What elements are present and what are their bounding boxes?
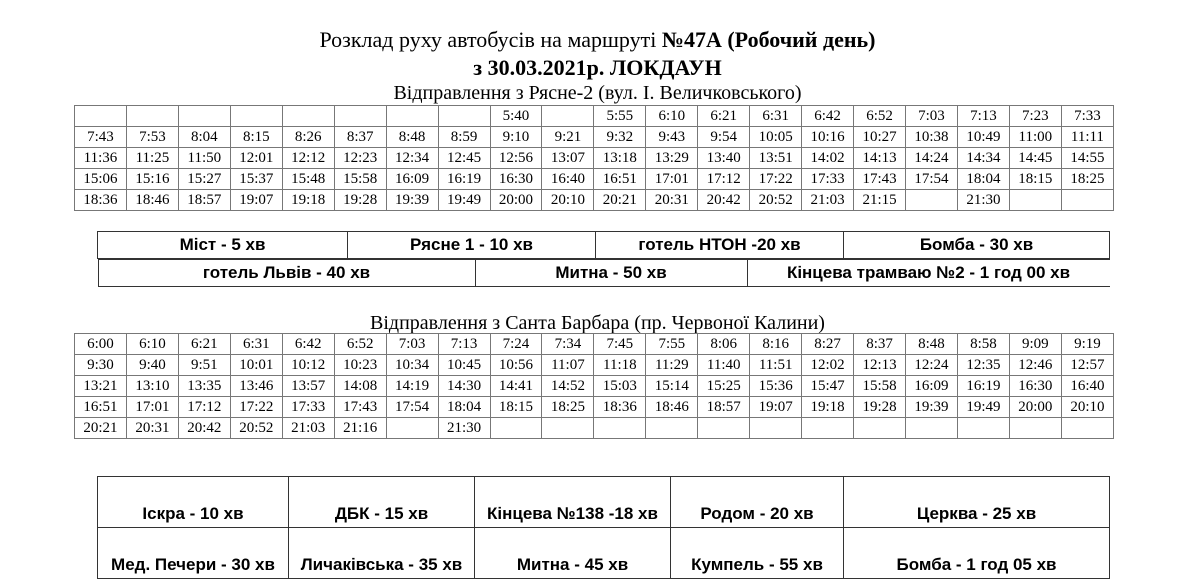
departure-time-cell: 10:49 <box>957 127 1009 148</box>
departure-time-cell: 17:01 <box>126 397 178 418</box>
departure-time-cell: 13:21 <box>75 376 127 397</box>
departure-time-cell <box>594 418 646 439</box>
departure-time-cell: 20:52 <box>230 418 282 439</box>
departure-time-cell: 17:22 <box>750 169 802 190</box>
departure-time-cell: 10:16 <box>802 127 854 148</box>
stop-cell: Рясне 1 - 10 хв <box>348 232 596 259</box>
departure-time-cell <box>906 190 958 211</box>
departure-time-cell: 18:25 <box>542 397 594 418</box>
departure-time-cell: 16:51 <box>75 397 127 418</box>
departure-time-cell: 15:14 <box>646 376 698 397</box>
departure-time-cell: 7:24 <box>490 334 542 355</box>
departure-time-cell <box>698 418 750 439</box>
departure-time-cell: 8:48 <box>386 127 438 148</box>
departure-time-cell: 7:55 <box>646 334 698 355</box>
departure-time-cell: 14:34 <box>957 148 1009 169</box>
departure-time-cell: 13:18 <box>594 148 646 169</box>
departure-time-cell: 8:15 <box>230 127 282 148</box>
departure-time-cell: 12:35 <box>957 355 1009 376</box>
departure-time-cell: 19:07 <box>750 397 802 418</box>
departure-time-cell: 19:18 <box>282 190 334 211</box>
stops-row <box>98 528 1110 579</box>
departure-time-cell: 19:07 <box>230 190 282 211</box>
departure-time-cell <box>1061 190 1113 211</box>
departure-time-cell: 17:54 <box>386 397 438 418</box>
departure-time-cell: 11:40 <box>698 355 750 376</box>
departure-time-cell <box>178 106 230 127</box>
departure-time-cell: 16:09 <box>386 169 438 190</box>
departure-time-cell: 12:12 <box>282 148 334 169</box>
departure-time-cell: 18:15 <box>1009 169 1061 190</box>
departure-time-cell: 20:31 <box>646 190 698 211</box>
departure-time-cell: 17:33 <box>282 397 334 418</box>
stop-cell: Бомба - 1 год 05 хв <box>844 528 1110 579</box>
stop-cell: Бомба - 30 хв <box>844 232 1110 259</box>
departure-time-cell: 14:30 <box>438 376 490 397</box>
stop-cell: Міст - 5 хв <box>98 232 348 259</box>
departure-time-cell: 6:42 <box>282 334 334 355</box>
departure-time-cell: 20:21 <box>594 190 646 211</box>
departure-time-cell: 7:53 <box>126 127 178 148</box>
departure-time-cell: 7:45 <box>594 334 646 355</box>
departure-time-cell: 17:12 <box>178 397 230 418</box>
departure-time-cell: 6:52 <box>334 334 386 355</box>
departure-time-cell <box>282 106 334 127</box>
route-number: №47А (Робочий день) <box>661 27 876 52</box>
departure-time-cell: 14:24 <box>906 148 958 169</box>
departure-time-cell: 18:57 <box>178 190 230 211</box>
effective-date: з 30.03.2021р. ЛОКДАУН <box>473 55 722 80</box>
departure-time-cell: 6:42 <box>802 106 854 127</box>
timetable-row <box>75 169 1114 190</box>
departure-time-cell <box>802 418 854 439</box>
departure-time-cell: 20:10 <box>1061 397 1113 418</box>
timetable-row <box>75 418 1114 439</box>
departure-time-cell: 19:28 <box>334 190 386 211</box>
departure-time-cell: 18:15 <box>490 397 542 418</box>
departure-time-cell: 15:36 <box>750 376 802 397</box>
timetable-row <box>75 148 1114 169</box>
departure-time-cell: 11:51 <box>750 355 802 376</box>
stops-row <box>98 477 1110 528</box>
timetable-row <box>75 355 1114 376</box>
timetable-row <box>75 334 1114 355</box>
section-title-santa-barbara: Відправлення з Санта Барбара (пр. Червоної Калини) <box>370 312 825 334</box>
stop-cell: Церква - 25 хв <box>844 477 1110 528</box>
departure-time-cell: 20:42 <box>178 418 230 439</box>
departure-time-cell <box>542 418 594 439</box>
departure-time-cell: 15:48 <box>282 169 334 190</box>
departure-time-cell <box>386 418 438 439</box>
departure-time-cell: 7:03 <box>906 106 958 127</box>
departure-time-cell <box>438 106 490 127</box>
stop-cell: Кінцева трамваю №2 - 1 год 00 хв <box>747 260 1110 287</box>
departure-time-cell: 10:01 <box>230 355 282 376</box>
departure-time-cell: 13:40 <box>698 148 750 169</box>
departure-time-cell: 10:34 <box>386 355 438 376</box>
timetable-row <box>75 106 1114 127</box>
departure-time-cell: 20:00 <box>1009 397 1061 418</box>
departure-time-cell: 6:10 <box>126 334 178 355</box>
departure-time-cell: 12:45 <box>438 148 490 169</box>
departure-time-cell: 14:52 <box>542 376 594 397</box>
departure-time-cell: 5:40 <box>490 106 542 127</box>
departure-time-cell: 11:25 <box>126 148 178 169</box>
departure-time-cell: 17:22 <box>230 397 282 418</box>
departure-time-cell: 12:02 <box>802 355 854 376</box>
departure-time-cell: 12:13 <box>854 355 906 376</box>
departure-time-cell: 19:39 <box>386 190 438 211</box>
departure-time-cell: 17:12 <box>698 169 750 190</box>
departure-time-cell <box>542 106 594 127</box>
departure-time-cell: 6:00 <box>75 334 127 355</box>
stops-table-santa-barbara <box>97 476 1110 579</box>
route-title-prefix: Розклад руху автобусів на маршруті <box>319 27 657 52</box>
timetable-row <box>75 376 1114 397</box>
departure-time-cell: 9:09 <box>1009 334 1061 355</box>
stop-cell: Мед. Печери - 30 хв <box>98 528 289 579</box>
departure-time-cell: 7:43 <box>75 127 127 148</box>
timetable-row <box>75 397 1114 418</box>
departure-time-cell: 9:19 <box>1061 334 1113 355</box>
timetable-santa-barbara <box>74 333 1114 439</box>
departure-time-cell: 16:09 <box>906 376 958 397</box>
departure-time-cell: 13:35 <box>178 376 230 397</box>
departure-time-cell: 6:10 <box>646 106 698 127</box>
departure-time-cell: 13:07 <box>542 148 594 169</box>
departure-time-cell: 20:10 <box>542 190 594 211</box>
departure-time-cell: 13:10 <box>126 376 178 397</box>
departure-time-cell <box>906 418 958 439</box>
departure-time-cell: 9:21 <box>542 127 594 148</box>
departure-time-cell <box>1009 190 1061 211</box>
departure-time-cell: 17:01 <box>646 169 698 190</box>
departure-time-cell <box>1061 418 1113 439</box>
departure-time-cell: 6:31 <box>230 334 282 355</box>
departure-time-cell: 12:01 <box>230 148 282 169</box>
departure-time-cell: 11:29 <box>646 355 698 376</box>
departure-time-cell: 8:48 <box>906 334 958 355</box>
departure-time-cell: 12:46 <box>1009 355 1061 376</box>
departure-time-cell: 5:55 <box>594 106 646 127</box>
departure-time-cell: 21:03 <box>802 190 854 211</box>
departure-time-cell: 14:02 <box>802 148 854 169</box>
departure-time-cell: 13:57 <box>282 376 334 397</box>
departure-time-cell: 9:51 <box>178 355 230 376</box>
departure-time-cell: 8:26 <box>282 127 334 148</box>
departure-time-cell: 11:18 <box>594 355 646 376</box>
timetable-row <box>75 127 1114 148</box>
section-title-ryasne: Відправлення з Рясне-2 (вул. І. Величковського) <box>393 82 802 104</box>
departure-time-cell: 7:23 <box>1009 106 1061 127</box>
stop-cell: готель Львів - 40 хв <box>98 260 475 287</box>
departure-time-cell: 21:16 <box>334 418 386 439</box>
stop-cell: Кінцева №138 -18 хв <box>475 477 671 528</box>
departure-time-cell: 14:19 <box>386 376 438 397</box>
departure-time-cell: 16:19 <box>438 169 490 190</box>
timetable-ryasne <box>74 105 1114 211</box>
stop-cell: ДБК - 15 хв <box>289 477 475 528</box>
departure-time-cell: 9:54 <box>698 127 750 148</box>
departure-time-cell: 15:06 <box>75 169 127 190</box>
departure-time-cell: 8:59 <box>438 127 490 148</box>
departure-time-cell: 18:36 <box>594 397 646 418</box>
departure-time-cell: 18:04 <box>957 169 1009 190</box>
departure-time-cell <box>334 106 386 127</box>
departure-time-cell <box>386 106 438 127</box>
stop-cell: Іскра - 10 хв <box>98 477 289 528</box>
departure-time-cell: 10:05 <box>750 127 802 148</box>
departure-time-cell: 10:12 <box>282 355 334 376</box>
departure-time-cell: 8:06 <box>698 334 750 355</box>
departure-time-cell: 12:56 <box>490 148 542 169</box>
departure-time-cell: 8:27 <box>802 334 854 355</box>
departure-time-cell: 11:00 <box>1009 127 1061 148</box>
departure-time-cell: 11:11 <box>1061 127 1113 148</box>
departure-time-cell: 6:52 <box>854 106 906 127</box>
departure-time-cell: 16:30 <box>1009 376 1061 397</box>
stop-cell: Личаківська - 35 хв <box>289 528 475 579</box>
departure-time-cell: 19:18 <box>802 397 854 418</box>
departure-time-cell: 8:37 <box>854 334 906 355</box>
departure-time-cell <box>230 106 282 127</box>
departure-time-cell: 14:13 <box>854 148 906 169</box>
departure-time-cell: 10:56 <box>490 355 542 376</box>
stop-cell: Митна - 45 хв <box>475 528 671 579</box>
departure-time-cell: 8:16 <box>750 334 802 355</box>
departure-time-cell: 6:21 <box>178 334 230 355</box>
timetable-row <box>75 190 1114 211</box>
departure-time-cell: 20:21 <box>75 418 127 439</box>
departure-time-cell: 9:40 <box>126 355 178 376</box>
stops-row <box>98 232 1110 259</box>
departure-time-cell: 14:08 <box>334 376 386 397</box>
departure-time-cell: 15:03 <box>594 376 646 397</box>
departure-time-cell <box>490 418 542 439</box>
departure-time-cell <box>854 418 906 439</box>
departure-time-cell: 15:37 <box>230 169 282 190</box>
departure-time-cell: 20:00 <box>490 190 542 211</box>
departure-time-cell: 7:03 <box>386 334 438 355</box>
stop-cell: готель НТОН -20 хв <box>596 232 844 259</box>
departure-time-cell: 12:24 <box>906 355 958 376</box>
departure-time-cell: 16:40 <box>1061 376 1113 397</box>
stops-row <box>98 259 1110 288</box>
stop-cell: Родом - 20 хв <box>671 477 844 528</box>
departure-time-cell: 11:50 <box>178 148 230 169</box>
departure-time-cell: 21:15 <box>854 190 906 211</box>
departure-time-cell: 13:46 <box>230 376 282 397</box>
departure-time-cell: 18:57 <box>698 397 750 418</box>
departure-time-cell: 6:31 <box>750 106 802 127</box>
departure-time-cell: 8:04 <box>178 127 230 148</box>
departure-time-cell: 10:27 <box>854 127 906 148</box>
departure-time-cell: 20:31 <box>126 418 178 439</box>
departure-time-cell: 8:58 <box>957 334 1009 355</box>
departure-time-cell: 16:30 <box>490 169 542 190</box>
departure-time-cell: 14:41 <box>490 376 542 397</box>
departure-time-cell: 10:38 <box>906 127 958 148</box>
departure-time-cell <box>750 418 802 439</box>
departure-time-cell: 16:19 <box>957 376 1009 397</box>
departure-time-cell: 15:47 <box>802 376 854 397</box>
departure-time-cell: 12:57 <box>1061 355 1113 376</box>
departure-time-cell: 17:33 <box>802 169 854 190</box>
departure-time-cell: 12:34 <box>386 148 438 169</box>
departure-time-cell: 6:21 <box>698 106 750 127</box>
departure-time-cell: 15:58 <box>334 169 386 190</box>
departure-time-cell: 8:37 <box>334 127 386 148</box>
departure-time-cell: 15:58 <box>854 376 906 397</box>
departure-time-cell: 9:30 <box>75 355 127 376</box>
departure-time-cell: 18:46 <box>126 190 178 211</box>
departure-time-cell: 17:54 <box>906 169 958 190</box>
departure-time-cell: 21:03 <box>282 418 334 439</box>
departure-time-cell: 17:43 <box>854 169 906 190</box>
departure-time-cell: 18:46 <box>646 397 698 418</box>
departure-time-cell: 19:39 <box>906 397 958 418</box>
departure-time-cell: 9:43 <box>646 127 698 148</box>
stops-table-ryasne <box>97 231 1110 287</box>
departure-time-cell: 20:52 <box>750 190 802 211</box>
departure-time-cell: 7:13 <box>957 106 1009 127</box>
departure-time-cell: 14:45 <box>1009 148 1061 169</box>
departure-time-cell: 18:36 <box>75 190 127 211</box>
route-title <box>0 27 1195 53</box>
departure-time-cell: 11:36 <box>75 148 127 169</box>
departure-time-cell: 13:51 <box>750 148 802 169</box>
departure-time-cell: 16:51 <box>594 169 646 190</box>
departure-time-cell: 18:25 <box>1061 169 1113 190</box>
departure-time-cell: 7:13 <box>438 334 490 355</box>
departure-time-cell: 19:49 <box>957 397 1009 418</box>
departure-time-cell: 19:28 <box>854 397 906 418</box>
departure-time-cell <box>126 106 178 127</box>
departure-time-cell: 10:23 <box>334 355 386 376</box>
departure-time-cell: 21:30 <box>438 418 490 439</box>
stop-cell: Митна - 50 хв <box>475 260 747 287</box>
departure-time-cell: 15:16 <box>126 169 178 190</box>
departure-time-cell: 14:55 <box>1061 148 1113 169</box>
departure-time-cell <box>1009 418 1061 439</box>
departure-time-cell: 9:32 <box>594 127 646 148</box>
departure-time-cell <box>75 106 127 127</box>
stop-cell: Кумпель - 55 хв <box>671 528 844 579</box>
departure-time-cell <box>646 418 698 439</box>
departure-time-cell: 21:30 <box>957 190 1009 211</box>
departure-time-cell: 20:42 <box>698 190 750 211</box>
departure-time-cell: 7:33 <box>1061 106 1113 127</box>
departure-time-cell: 19:49 <box>438 190 490 211</box>
departure-time-cell: 9:10 <box>490 127 542 148</box>
departure-time-cell: 10:45 <box>438 355 490 376</box>
departure-time-cell: 15:27 <box>178 169 230 190</box>
departure-time-cell: 17:43 <box>334 397 386 418</box>
departure-time-cell <box>957 418 1009 439</box>
departure-time-cell: 7:34 <box>542 334 594 355</box>
departure-time-cell: 18:04 <box>438 397 490 418</box>
departure-time-cell: 16:40 <box>542 169 594 190</box>
departure-time-cell: 13:29 <box>646 148 698 169</box>
departure-time-cell: 11:07 <box>542 355 594 376</box>
departure-time-cell: 12:23 <box>334 148 386 169</box>
departure-time-cell: 15:25 <box>698 376 750 397</box>
